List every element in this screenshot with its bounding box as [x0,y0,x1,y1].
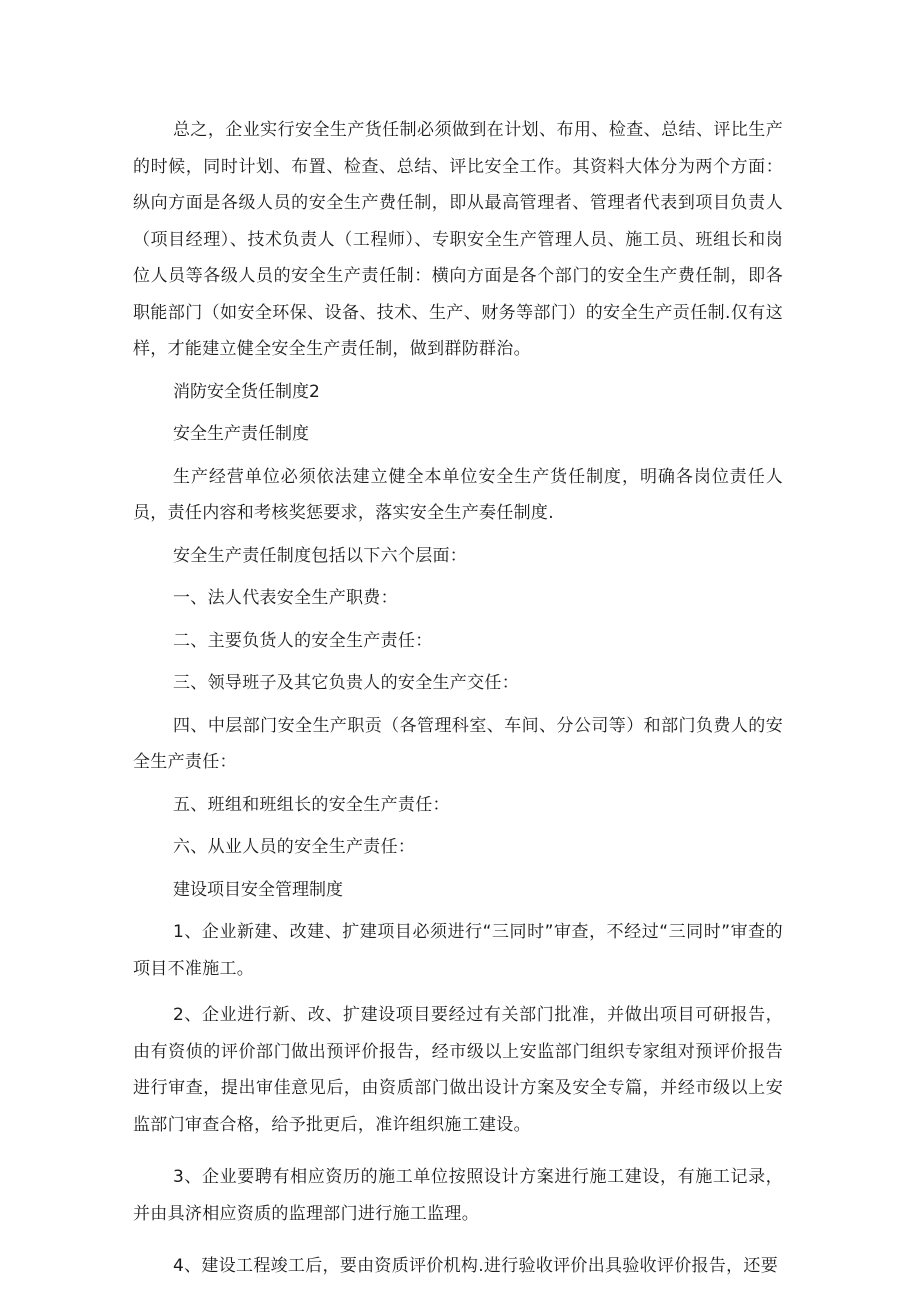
list-item-construction-1: 1、企业新建、改建、扩建项目必须进行“三同时”审查，不经过“三同时”审查的项目不准施工。 [133,922,783,979]
paragraph-summary: 总之，企业实行安全生产货任制必须做到在计划、布用、检查、总结、评比生产的时候，同时计划、布置、检查、总结、评比安全工作。其资料大体分为两个方面：纵向方面是各级人员的安全生产费任制，即从最高管理者、管理者代表到项目负责人（项目经理）、技术负责人（工程师）、专职安全生产管理人员、施工员、班组长和岗位人员等各级人员的安全生产责任制：横向方面是各个部门的安全生产费任制，即各职能部门（如安全环保、设备、技术、生产、财务等部门）的安全生产贡任制.仅有这样，才能建立健全安全生产责任制，做到群防群治。 [133,120,783,359]
list-item-level-5: 五、班组和班组长的安全生产责任： [173,794,450,815]
list-item-construction-4: 4、建设工程竣工后，要由资质评价机构.进行验收评价出具验收评价报告，还要 [173,1256,779,1276]
section-title-safety-responsibility: 安全生产责任制度 [173,424,309,444]
list-item-construction-2: 2、企业进行新、改、扩建设项目要经过有关部门批准，并做出项目可研报告，由有资侦的评价部门做出预评价报告，经市级以上安监部门组织专家组对预评价报告进行审查，提出审佳意见后，由资质部门做出设计方案及安全专篇，并经市级以上安监部门审查合格，给予批更后，准许组织施工建设。 [133,1005,783,1135]
list-item-level-4: 四、中层部门安全生产职贡（各管理科室、车间、分公司等）和部门负费人的安全生产责任： [133,715,783,772]
paragraph-six-levels-intro: 安全生产责任制度包括以下六个层面： [173,545,468,566]
section-title-construction: 建设项目安全管理制度 [173,879,343,900]
paragraph-requirement: 生产经营单位必须依法建立健全本单位安全生产货任制度，明确各岗位责任人员，责任内容和考核奖惩要求，落实安全生产奏任制度. [133,466,783,523]
list-item-level-1: 一、法人代表安全生产职费： [173,588,398,608]
list-item-level-6: 六、从业人员的安全生产责任： [173,837,416,857]
document-body [133,112,783,1285]
list-item-construction-3: 3、企业要聘有相应资历的施工单位按照设计方案进行施工建设，有施工记录，并由具济相应资质的监理部门进行施工监理。 [133,1167,783,1224]
list-item-level-2: 二、主要负货人的安全生产责任： [173,630,433,651]
list-item-level-3: 三、领导班子及其它负贵人的安全生产交任： [173,673,519,693]
section-title-fire-safety: 消防安全货任制度2 [173,381,320,402]
